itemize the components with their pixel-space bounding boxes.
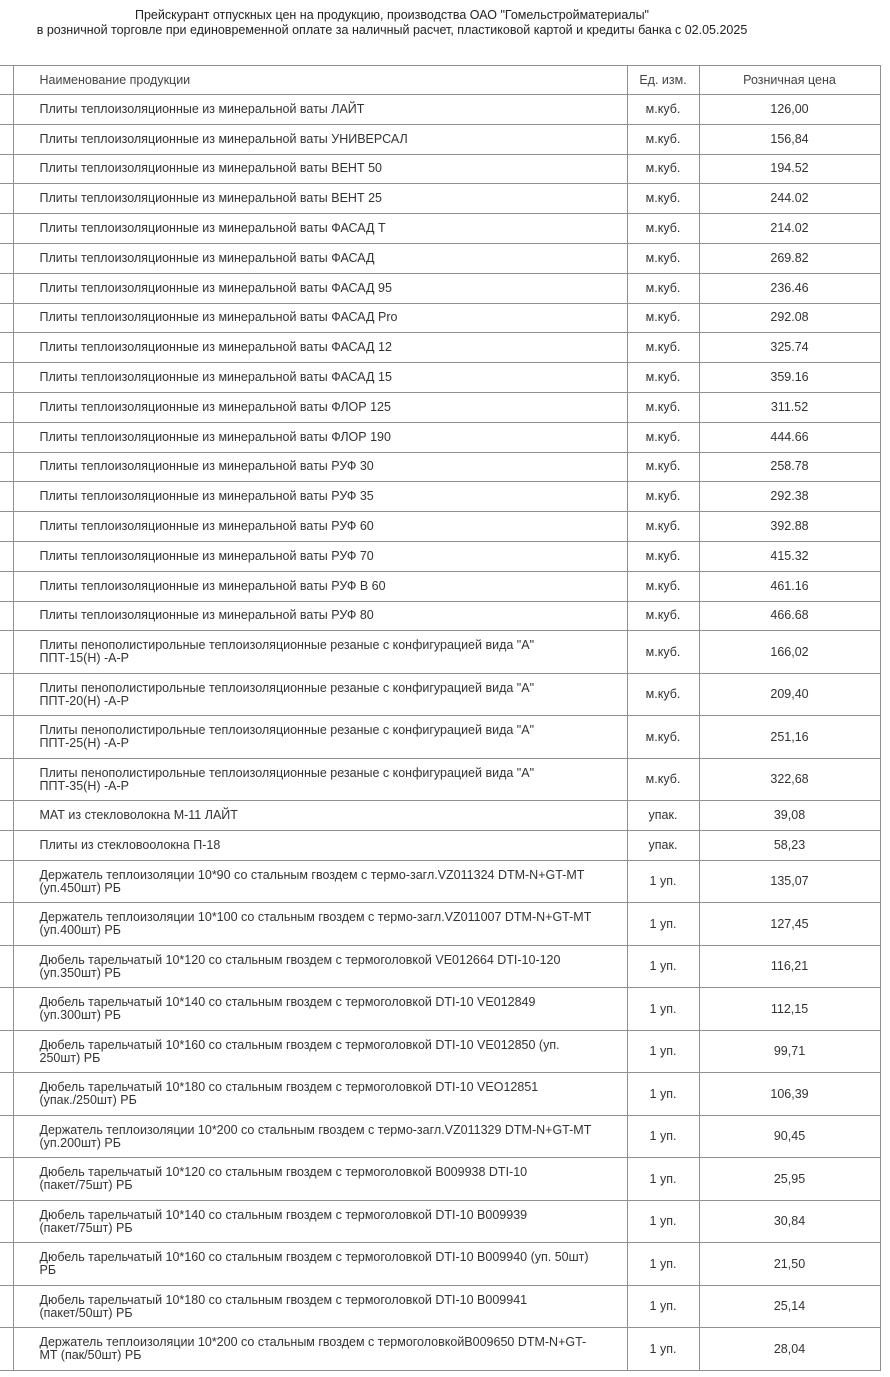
table-row bbox=[0, 333, 880, 363]
unit-cell: 1 уп. bbox=[627, 945, 699, 988]
unit-cell: 1 уп. bbox=[627, 1030, 699, 1073]
product-name-cell bbox=[13, 1243, 627, 1286]
unit-cell: 1 уп. bbox=[627, 860, 699, 903]
product-name-cell bbox=[13, 184, 627, 214]
price-cell: 292.08 bbox=[699, 303, 880, 333]
product-name-cell bbox=[13, 541, 627, 571]
unit-cell: м.куб. bbox=[627, 243, 699, 273]
unit-cell: м.куб. bbox=[627, 214, 699, 244]
product-name-line: Плиты теплоизоляционные из минеральной ваты ФАСАД bbox=[39, 250, 375, 265]
row-stub-cell bbox=[0, 273, 13, 303]
product-name-line: Плиты теплоизоляционные из минеральной ваты УНИВЕРСАЛ bbox=[39, 131, 408, 146]
product-name-line: Плиты теплоизоляционные из минеральной ваты РУФ 35 bbox=[39, 489, 374, 504]
row-stub-cell bbox=[0, 673, 13, 716]
column-header-price: Розничная цена bbox=[699, 66, 880, 95]
row-stub-cell bbox=[0, 482, 13, 512]
product-name-line: (пакет/75шт) РБ bbox=[39, 1220, 133, 1235]
product-name-cell bbox=[13, 601, 627, 631]
product-name-line: Плиты теплоизоляционные из минеральной ваты ФЛОР 190 bbox=[39, 429, 391, 444]
price-cell: 28,04 bbox=[699, 1328, 880, 1371]
product-name-line: Плиты теплоизоляционные из минеральной ваты РУФ 60 bbox=[39, 519, 374, 534]
table-row bbox=[0, 243, 880, 273]
table-row bbox=[0, 1200, 880, 1243]
product-name-line: Плиты теплоизоляционные из минеральной ваты ФАСАД 95 bbox=[39, 280, 392, 295]
product-name-line: Плиты теплоизоляционные из минеральной ваты ФЛОР 125 bbox=[39, 399, 391, 414]
table-header-row bbox=[0, 66, 880, 95]
price-cell: 461.16 bbox=[699, 571, 880, 601]
product-name-line: Плиты теплоизоляционные из минеральной ваты РУФ В 60 bbox=[39, 578, 386, 593]
table-row bbox=[0, 154, 880, 184]
product-name-cell bbox=[13, 801, 627, 831]
row-stub-cell bbox=[0, 860, 13, 903]
table-row bbox=[0, 1030, 880, 1073]
product-name-line: Держатель теплоизоляции 10*200 со стальным гвоздем с термоголовкойB009650 DTM-N+GT- bbox=[39, 1335, 587, 1350]
price-cell: 214.02 bbox=[699, 214, 880, 244]
table-row bbox=[0, 860, 880, 903]
product-name-cell bbox=[13, 945, 627, 988]
price-cell: 392.88 bbox=[699, 512, 880, 542]
row-stub-cell bbox=[0, 601, 13, 631]
product-name-line: Плиты теплоизоляционные из минеральной ваты РУФ 70 bbox=[39, 548, 374, 563]
product-name-line: (пакет/75шт) РБ bbox=[39, 1178, 133, 1193]
unit-cell: м.куб. bbox=[627, 452, 699, 482]
product-name-cell bbox=[13, 95, 627, 125]
price-cell: 116,21 bbox=[699, 945, 880, 988]
table-row bbox=[0, 95, 880, 125]
price-cell: 126,00 bbox=[699, 95, 880, 125]
table-row bbox=[0, 512, 880, 542]
row-stub-cell bbox=[0, 422, 13, 452]
product-name-cell bbox=[13, 716, 627, 759]
row-stub-cell bbox=[0, 945, 13, 988]
table-row bbox=[0, 452, 880, 482]
table-row bbox=[0, 1073, 880, 1116]
unit-cell: 1 уп. bbox=[627, 903, 699, 946]
price-cell: 325.74 bbox=[699, 333, 880, 363]
table-row bbox=[0, 124, 880, 154]
column-header-unit: Ед. изм. bbox=[627, 66, 699, 95]
row-stub-cell bbox=[0, 1158, 13, 1201]
row-stub-cell bbox=[0, 512, 13, 542]
row-stub-cell bbox=[0, 1328, 13, 1371]
table-row bbox=[0, 673, 880, 716]
unit-cell: м.куб. bbox=[627, 392, 699, 422]
row-stub-cell bbox=[0, 903, 13, 946]
unit-cell: м.куб. bbox=[627, 482, 699, 512]
unit-cell: 1 уп. bbox=[627, 1328, 699, 1371]
product-name-cell bbox=[13, 273, 627, 303]
table-row bbox=[0, 392, 880, 422]
row-stub-cell bbox=[0, 831, 13, 861]
product-name-cell bbox=[13, 214, 627, 244]
product-name-line: MT (пак/50шт) РБ bbox=[39, 1348, 142, 1363]
product-name-line: РБ bbox=[39, 1263, 57, 1278]
product-name-cell bbox=[13, 303, 627, 333]
product-name-cell bbox=[13, 512, 627, 542]
product-name-cell bbox=[13, 988, 627, 1031]
row-stub-cell bbox=[0, 988, 13, 1031]
row-stub-cell bbox=[0, 1073, 13, 1116]
price-cell: 359.16 bbox=[699, 363, 880, 393]
table-row bbox=[0, 716, 880, 759]
table-row bbox=[0, 303, 880, 333]
row-stub-cell bbox=[0, 154, 13, 184]
product-name-line: (упак./250шт) РБ bbox=[39, 1093, 137, 1108]
unit-cell: м.куб. bbox=[627, 124, 699, 154]
price-cell: 322,68 bbox=[699, 758, 880, 801]
unit-cell: 1 уп. bbox=[627, 1243, 699, 1286]
product-name-line: ППТ-20(Н) -А-Р bbox=[39, 693, 129, 708]
unit-cell: м.куб. bbox=[627, 631, 699, 674]
product-name-line: Плиты пенополистирольные теплоизоляционные резаные с конфигурацией вида "А" bbox=[39, 765, 535, 780]
row-stub-cell bbox=[0, 124, 13, 154]
product-name-cell bbox=[13, 903, 627, 946]
unit-cell: 1 уп. bbox=[627, 1158, 699, 1201]
product-name-cell bbox=[13, 1030, 627, 1073]
product-name-line: Плиты пенополистирольные теплоизоляционные резаные с конфигурацией вида "А" bbox=[39, 638, 535, 653]
product-name-line: Дюбель тарельчатый 10*120 со стальным гвоздем с термоголовкой VE012664 DTI-10-120 bbox=[39, 952, 561, 967]
product-name-cell bbox=[13, 422, 627, 452]
product-name-cell bbox=[13, 1328, 627, 1371]
price-cell: 251,16 bbox=[699, 716, 880, 759]
table-body bbox=[0, 95, 880, 1371]
price-cell: 156,84 bbox=[699, 124, 880, 154]
unit-cell: 1 уп. bbox=[627, 1115, 699, 1158]
price-cell: 466.68 bbox=[699, 601, 880, 631]
product-name-line: Держатель теплоизоляции 10*200 со стальным гвоздем с термо-загл.VZ011329 DTM-N+GT-MT bbox=[39, 1122, 592, 1137]
header-stub-cell bbox=[0, 66, 13, 95]
price-table bbox=[0, 65, 881, 1371]
unit-cell: м.куб. bbox=[627, 571, 699, 601]
price-cell: 258.78 bbox=[699, 452, 880, 482]
price-cell: 269.82 bbox=[699, 243, 880, 273]
price-cell: 292.38 bbox=[699, 482, 880, 512]
product-name-line: Держатель теплоизоляции 10*90 со стальным гвоздем с термо-загл.VZ011324 DTM-N+GT-MT bbox=[39, 867, 585, 882]
product-name-cell bbox=[13, 631, 627, 674]
product-name-line: Плиты теплоизоляционные из минеральной ваты ФАСАД Pro bbox=[39, 310, 398, 325]
price-cell: 58,23 bbox=[699, 831, 880, 861]
price-list-title bbox=[0, 8, 784, 38]
product-name-line: Дюбель тарельчатый 10*140 со стальным гвоздем с термоголовкой DTI-10 B009939 bbox=[39, 1207, 528, 1222]
product-name-line: Плиты теплоизоляционные из минеральной ваты ВЕНТ 25 bbox=[39, 191, 382, 206]
product-name-line: (уп.350шт) РБ bbox=[39, 965, 121, 980]
unit-cell: м.куб. bbox=[627, 512, 699, 542]
unit-cell: м.куб. bbox=[627, 95, 699, 125]
unit-cell: м.куб. bbox=[627, 154, 699, 184]
product-name-cell bbox=[13, 673, 627, 716]
unit-cell: м.куб. bbox=[627, 363, 699, 393]
unit-cell: 1 уп. bbox=[627, 988, 699, 1031]
row-stub-cell bbox=[0, 392, 13, 422]
price-cell: 194.52 bbox=[699, 154, 880, 184]
price-cell: 311.52 bbox=[699, 392, 880, 422]
product-name-cell bbox=[13, 363, 627, 393]
table-row bbox=[0, 1115, 880, 1158]
unit-cell: м.куб. bbox=[627, 716, 699, 759]
unit-cell: упак. bbox=[627, 831, 699, 861]
table-row bbox=[0, 363, 880, 393]
price-cell: 166,02 bbox=[699, 631, 880, 674]
row-stub-cell bbox=[0, 1115, 13, 1158]
unit-cell: м.куб. bbox=[627, 333, 699, 363]
product-name-line: Дюбель тарельчатый 10*140 со стальным гвоздем с термоголовкой DTI-10 VE012849 bbox=[39, 995, 536, 1010]
table-row bbox=[0, 831, 880, 861]
table-row bbox=[0, 1243, 880, 1286]
price-cell: 39,08 bbox=[699, 801, 880, 831]
product-name-line: Плиты теплоизоляционные из минеральной ваты ФАСАД Т bbox=[39, 221, 386, 236]
table-row bbox=[0, 273, 880, 303]
row-stub-cell bbox=[0, 184, 13, 214]
row-stub-cell bbox=[0, 214, 13, 244]
product-name-line: (пакет/50шт) РБ bbox=[39, 1305, 133, 1320]
table-row bbox=[0, 184, 880, 214]
unit-cell: м.куб. bbox=[627, 541, 699, 571]
product-name-line: Держатель теплоизоляции 10*100 со стальным гвоздем с термо-загл.VZ011007 DTM-N+GT-MT bbox=[39, 910, 592, 925]
title-line-2: в розничной торговле при единовременной оплате за наличный расчет, пластиковой картой и кредиты банка с 02.05.2025 bbox=[36, 23, 748, 37]
row-stub-cell bbox=[0, 631, 13, 674]
product-name-line: (уп.200шт) РБ bbox=[39, 1135, 121, 1150]
price-cell: 244.02 bbox=[699, 184, 880, 214]
table-row bbox=[0, 422, 880, 452]
unit-cell: м.куб. bbox=[627, 758, 699, 801]
product-name-line: Дюбель тарельчатый 10*160 со стальным гвоздем с термоголовкой DTI-10 B009940 (уп. 50шт) bbox=[39, 1250, 589, 1265]
product-name-line: 250шт) РБ bbox=[39, 1050, 101, 1065]
product-name-line: (уп.450шт) РБ bbox=[39, 880, 121, 895]
row-stub-cell bbox=[0, 571, 13, 601]
product-name-cell bbox=[13, 124, 627, 154]
product-name-cell bbox=[13, 1073, 627, 1116]
product-name-cell bbox=[13, 1200, 627, 1243]
table-row bbox=[0, 631, 880, 674]
price-cell: 30,84 bbox=[699, 1200, 880, 1243]
product-name-line: ППТ-35(Н) -А-Р bbox=[39, 778, 129, 793]
row-stub-cell bbox=[0, 1200, 13, 1243]
unit-cell: м.куб. bbox=[627, 184, 699, 214]
product-name-line: ППТ-15(Н) -А-Р bbox=[39, 651, 129, 666]
unit-cell: м.куб. bbox=[627, 303, 699, 333]
row-stub-cell bbox=[0, 1030, 13, 1073]
product-name-cell bbox=[13, 452, 627, 482]
table-row bbox=[0, 214, 880, 244]
product-name-cell bbox=[13, 571, 627, 601]
price-cell: 112,15 bbox=[699, 988, 880, 1031]
price-cell: 444.66 bbox=[699, 422, 880, 452]
table-row bbox=[0, 601, 880, 631]
product-name-cell bbox=[13, 392, 627, 422]
table-row bbox=[0, 482, 880, 512]
unit-cell: м.куб. bbox=[627, 673, 699, 716]
product-name-line: (уп.300шт) РБ bbox=[39, 1008, 121, 1023]
price-cell: 106,39 bbox=[699, 1073, 880, 1116]
table-row bbox=[0, 541, 880, 571]
product-name-cell bbox=[13, 1115, 627, 1158]
row-stub-cell bbox=[0, 541, 13, 571]
row-stub-cell bbox=[0, 716, 13, 759]
unit-cell: м.куб. bbox=[627, 273, 699, 303]
product-name-line: Плиты теплоизоляционные из минеральной ваты ЛАЙТ bbox=[39, 101, 365, 116]
table-row bbox=[0, 801, 880, 831]
price-cell: 99,71 bbox=[699, 1030, 880, 1073]
product-name-line: Плиты пенополистирольные теплоизоляционные резаные с конфигурацией вида "А" bbox=[39, 680, 535, 695]
row-stub-cell bbox=[0, 243, 13, 273]
unit-cell: упак. bbox=[627, 801, 699, 831]
price-cell: 135,07 bbox=[699, 860, 880, 903]
row-stub-cell bbox=[0, 1243, 13, 1286]
product-name-line: Дюбель тарельчатый 10*180 со стальным гвоздем с термоголовкой DTI-10 B009941 bbox=[39, 1292, 528, 1307]
table-row bbox=[0, 1158, 880, 1201]
product-name-line: Плиты из стекловоолокна П-18 bbox=[39, 838, 221, 853]
product-name-cell bbox=[13, 243, 627, 273]
product-name-line: Дюбель тарельчатый 10*180 со стальным гвоздем с термоголовкой DTI-10 VEO12851 bbox=[39, 1080, 539, 1095]
table-row bbox=[0, 571, 880, 601]
table-row bbox=[0, 758, 880, 801]
row-stub-cell bbox=[0, 452, 13, 482]
unit-cell: 1 уп. bbox=[627, 1200, 699, 1243]
product-name-line: Дюбель тарельчатый 10*160 со стальным гвоздем с термоголовкой DTI-10 VE012850 (уп. bbox=[39, 1037, 560, 1052]
product-name-line: Дюбель тарельчатый 10*120 со стальным гвоздем с термоголовкой B009938 DTI-10 bbox=[39, 1165, 528, 1180]
product-name-cell bbox=[13, 1158, 627, 1201]
title-line-1: Прейскурант отпускных цен на продукцию, производства ОАО "Гомельстройматериалы" bbox=[135, 8, 649, 22]
unit-cell: 1 уп. bbox=[627, 1285, 699, 1328]
row-stub-cell bbox=[0, 363, 13, 393]
price-cell: 90,45 bbox=[699, 1115, 880, 1158]
row-stub-cell bbox=[0, 801, 13, 831]
table-row bbox=[0, 988, 880, 1031]
price-cell: 127,45 bbox=[699, 903, 880, 946]
product-name-line: Плиты теплоизоляционные из минеральной ваты ВЕНТ 50 bbox=[39, 161, 382, 176]
row-stub-cell bbox=[0, 758, 13, 801]
table-row bbox=[0, 1285, 880, 1328]
product-name-line: Плиты пенополистирольные теплоизоляционные резаные с конфигурацией вида "А" bbox=[39, 723, 535, 738]
unit-cell: м.куб. bbox=[627, 601, 699, 631]
product-name-line: МАТ из стекловолокна М-11 ЛАЙТ bbox=[39, 808, 238, 823]
price-cell: 236.46 bbox=[699, 273, 880, 303]
product-name-cell bbox=[13, 482, 627, 512]
row-stub-cell bbox=[0, 333, 13, 363]
product-name-cell bbox=[13, 1285, 627, 1328]
table-row bbox=[0, 1328, 880, 1371]
product-name-cell bbox=[13, 154, 627, 184]
product-name-line: Плиты теплоизоляционные из минеральной ваты ФАСАД 15 bbox=[39, 370, 392, 385]
row-stub-cell bbox=[0, 95, 13, 125]
product-name-cell bbox=[13, 333, 627, 363]
product-name-line: Плиты теплоизоляционные из минеральной ваты ФАСАД 12 bbox=[39, 340, 392, 355]
product-name-cell bbox=[13, 860, 627, 903]
column-header-name: Наименование продукции bbox=[13, 66, 627, 95]
product-name-cell bbox=[13, 831, 627, 861]
price-cell: 209,40 bbox=[699, 673, 880, 716]
product-name-line: Плиты теплоизоляционные из минеральной ваты РУФ 80 bbox=[39, 608, 374, 623]
table-row bbox=[0, 945, 880, 988]
product-name-cell bbox=[13, 758, 627, 801]
row-stub-cell bbox=[0, 303, 13, 333]
unit-cell: м.куб. bbox=[627, 422, 699, 452]
unit-cell: 1 уп. bbox=[627, 1073, 699, 1116]
product-name-line: Плиты теплоизоляционные из минеральной ваты РУФ 30 bbox=[39, 459, 374, 474]
row-stub-cell bbox=[0, 1285, 13, 1328]
product-name-line: (уп.400шт) РБ bbox=[39, 923, 121, 938]
price-cell: 25,14 bbox=[699, 1285, 880, 1328]
price-cell: 415.32 bbox=[699, 541, 880, 571]
product-name-line: ППТ-25(Н) -А-Р bbox=[39, 736, 129, 751]
table-row bbox=[0, 903, 880, 946]
price-cell: 25,95 bbox=[699, 1158, 880, 1201]
price-cell: 21,50 bbox=[699, 1243, 880, 1286]
